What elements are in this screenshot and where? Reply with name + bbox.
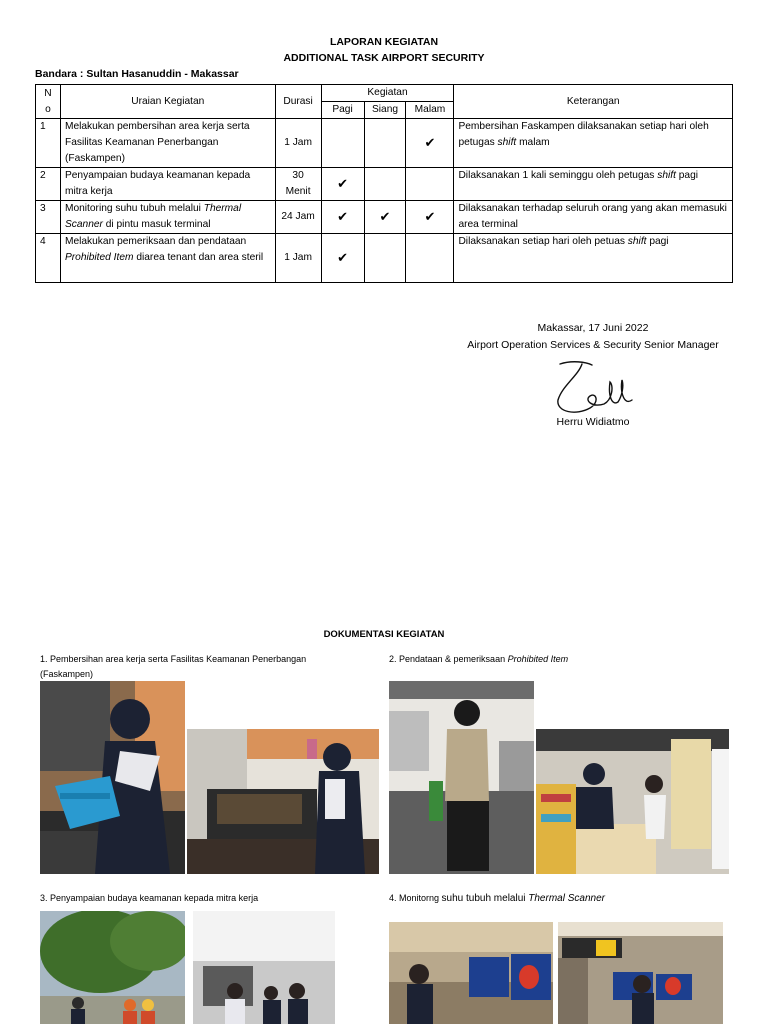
report-title: LAPORAN KEGIATAN: [329, 36, 439, 48]
check-siang: ✔: [364, 201, 406, 234]
photo-prohibited-item-kitchen: [389, 681, 534, 874]
photo-thermal-scanner-2: [558, 922, 723, 1024]
airport-name: Bandara : Sultan Hasanuddin - Makassar: [35, 68, 239, 80]
photo-security-culture-outdoor: [40, 911, 185, 1024]
row-uraian: Monitoring suhu tubuh melalui Thermal Scanner di pintu masuk terminal: [60, 201, 275, 234]
photo-cleaning-device: [187, 729, 379, 874]
row-malam: [406, 234, 454, 283]
row-no: 4: [36, 234, 61, 283]
row-durasi: 1 Jam: [275, 234, 321, 283]
row-uraian: Melakukan pembersihan area kerja serta Fasilitas Keamanan Penerbangan (Faskampen): [60, 119, 275, 168]
row-siang: [364, 234, 406, 283]
signature-name: Herru Widiatmo: [556, 416, 630, 428]
row-keterangan: Dilaksanakan terhadap seluruh orang yang akan memasuki area terminal: [454, 201, 733, 234]
check-pagi: ✔: [321, 201, 364, 234]
row-uraian: Melakukan pemeriksaan dan pendataan Prohibited Item diarea tenant dan area steril: [60, 234, 275, 283]
caption-1: 1. Pembersihan area kerja serta Fasilitas Keamanan Penerbangan (Faskampen): [40, 654, 307, 679]
table-row: [36, 119, 733, 168]
signature-role: Airport Operation Services & Security Senior Manager: [467, 339, 719, 351]
table-row: [36, 234, 733, 283]
photo-thermal-scanner-1: [389, 922, 553, 1024]
handwritten-signature: [552, 356, 638, 420]
header-kegiatan: Kegiatan: [321, 85, 454, 102]
row-durasi: 30 Menit: [275, 168, 321, 201]
activity-table: [35, 84, 733, 283]
photo-cleaning-faskampen: [40, 681, 185, 874]
row-siang: [364, 168, 406, 201]
photo-security-culture-indoor: [193, 911, 335, 1024]
header-keterangan: Keterangan: [454, 85, 733, 119]
table-row: [36, 201, 733, 234]
caption-2: 2. Pendataan & pemeriksaan Prohibited Item: [389, 654, 569, 664]
check-malam: ✔: [406, 201, 454, 234]
report-subtitle: ADDITIONAL TASK AIRPORT SECURITY: [283, 52, 485, 64]
header-uraian: Uraian Kegiatan: [60, 85, 275, 119]
row-keterangan: Dilaksanakan setiap hari oleh petuas shift pagi: [454, 234, 733, 283]
row-pagi: [321, 119, 364, 168]
row-durasi: 1 Jam: [275, 119, 321, 168]
header-no: N o: [36, 85, 61, 119]
check-malam: ✔: [406, 119, 454, 168]
row-no: 1: [36, 119, 61, 168]
check-pagi: ✔: [321, 168, 364, 201]
signature-place-date: Makassar, 17 Juni 2022: [537, 322, 649, 334]
caption-4: 4. Monitorng suhu tubuh melalui Thermal Scanner: [389, 893, 605, 904]
check-pagi: ✔: [321, 234, 364, 283]
row-no: 2: [36, 168, 61, 201]
header-durasi: Durasi: [275, 85, 321, 119]
header-siang: Siang: [364, 102, 406, 119]
row-keterangan: Pembersihan Faskampen dilaksanakan setiap hari oleh petugas shift malam: [454, 119, 733, 168]
row-malam: [406, 168, 454, 201]
row-no: 3: [36, 201, 61, 234]
row-durasi: 24 Jam: [275, 201, 321, 234]
header-malam: Malam: [406, 102, 454, 119]
row-uraian: Penyampaian budaya keamanan kepada mitra kerja: [60, 168, 275, 201]
caption-3: 3. Penyampaian budaya keamanan kepada mitra kerja: [40, 893, 259, 903]
table-row: [36, 168, 733, 201]
documentation-title: DOKUMENTASI KEGIATAN: [323, 629, 445, 640]
row-siang: [364, 119, 406, 168]
header-pagi: Pagi: [321, 102, 364, 119]
photo-prohibited-item-tenant: [536, 729, 729, 874]
row-keterangan: Dilaksanakan 1 kali seminggu oleh petugas shift pagi: [454, 168, 733, 201]
